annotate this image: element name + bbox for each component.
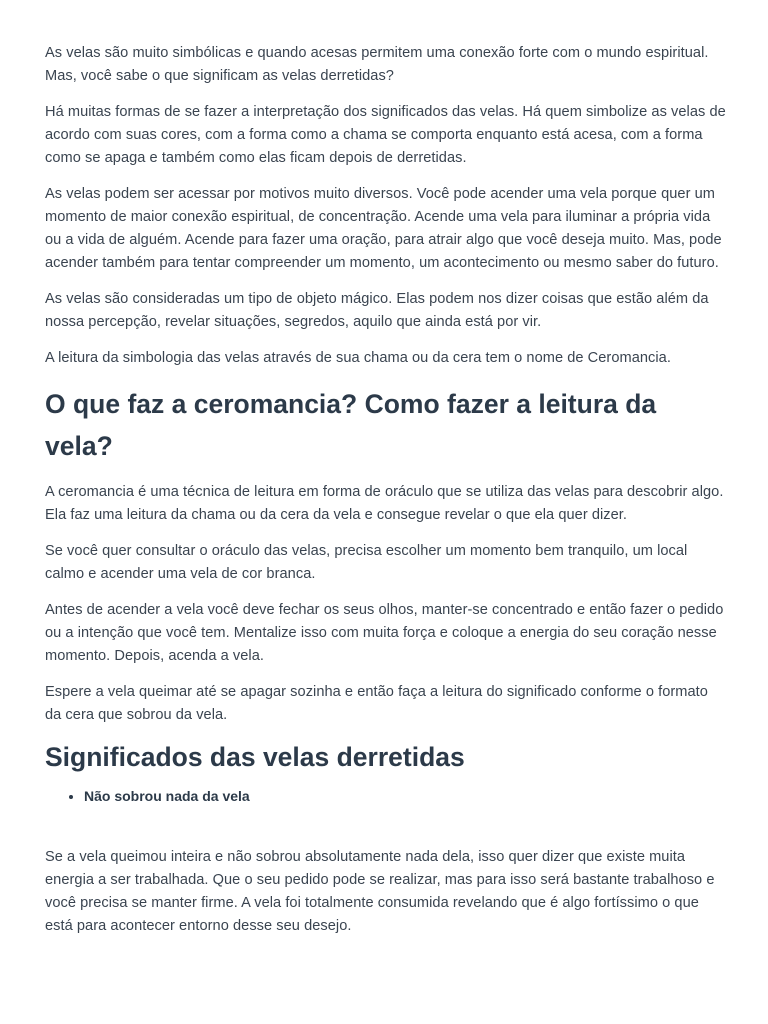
heading-ceromancia: O que faz a ceromancia? Como fazer a leitura da vela? xyxy=(45,389,657,461)
heading-significados: Significados das velas derretidas xyxy=(45,742,465,772)
significados-list xyxy=(45,785,728,808)
paragraph-intro-4: As velas são consideradas um tipo de objeto mágico. Elas podem nos dizer coisas que estão além da nossa percepção, revelar situações, segredos, aquilo que ainda está por vir. xyxy=(45,291,709,330)
paragraph-intro-1: As velas são muito simbólicas e quando acesas permitem uma conexão forte com o mundo espiritual. Mas, você sabe o que significam as velas derretidas? xyxy=(45,45,709,84)
paragraph-intro-5: A leitura da simbologia das velas através de sua chama ou da cera tem o nome de Ceromancia. xyxy=(45,350,671,366)
paragraph-intro-2: Há muitas formas de se fazer a interpretação dos significados das velas. Há quem simbolize as velas de acordo com suas cores, com a forma como a chama se comporta enquanto está acesa, com a forma como se apaga e também como elas ficam depois de derretidas. xyxy=(45,104,726,166)
paragraph-ceromancia-3: Antes de acender a vela você deve fechar os seus olhos, manter-se concentrado e então fazer o pedido ou a intenção que você tem. Mentalize isso com muita força e coloque a energia do seu coração nesse momento. Depois, acenda a vela. xyxy=(45,602,724,664)
paragraph-intro-3: As velas podem ser acessar por motivos muito diversos. Você pode acender uma vela porque quer um momento de maior conexão espiritual, de concentração. Acende uma vela para iluminar a própria vida ou a vida de alguém. Acende para fazer uma oração, para atrair algo que você deseja muito. Mas, pode acender também para tentar compreender um momento, um acontecimento ou mesmo saber do futuro. xyxy=(45,186,722,271)
paragraph-ceromancia-4: Espere a vela queimar até se apagar sozinha e então faça a leitura do significado conforme o formato da cera que sobrou da vela. xyxy=(45,684,708,723)
paragraph-significados-1: Se a vela queimou inteira e não sobrou absolutamente nada dela, isso quer dizer que existe muita energia a ser trabalhada. Que o seu pedido pode se realizar, mas para isso será bastante trabalhoso e você precisa se manter firme. A vela foi totalmente consumida revelando que é algo fortíssimo o que está para acontecer entorno desse seu desejo. xyxy=(45,849,715,934)
list-item: • Não sobrou nada da vela xyxy=(84,785,728,808)
paragraph-ceromancia-1: A ceromancia é uma técnica de leitura em forma de oráculo que se utiliza das velas para descobrir algo. Ela faz uma leitura da chama ou da cera da vela e consegue revelar o que ela quer dizer. xyxy=(45,484,724,523)
paragraph-ceromancia-2: Se você quer consultar o oráculo das velas, precisa escolher um momento bem tranquilo, um local calmo e acender uma vela de cor branca. xyxy=(45,543,688,582)
